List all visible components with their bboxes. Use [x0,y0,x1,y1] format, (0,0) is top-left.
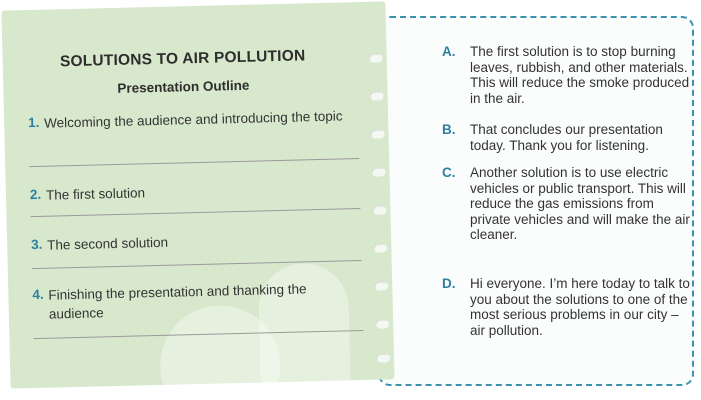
binder-hole [373,243,387,252]
answer-text: Another solution is to use electric vehicles or public transport. This will reduce the gas emissions from private vehicles and will make the air cleaner. [470,165,690,242]
answer-d [442,276,690,338]
outline-title: SOLUTIONS TO AIR POLLUTION [59,47,306,71]
outline-item-number: 2. [29,186,42,203]
binder-hole [376,353,390,362]
outline-subtitle: Presentation Outline [117,77,250,96]
outline-item-1 [28,106,360,133]
binder-hole [371,167,385,176]
outline-item-text: Welcoming the audience and introducing the topic [44,108,343,131]
outline-item-4 [32,278,365,324]
writing-line [29,158,359,167]
binder-hole [369,53,383,62]
outline-item-text: The first solution [45,185,146,203]
answer-letter: C. [442,165,456,180]
binder-hole [374,281,388,290]
writing-line [30,208,360,217]
binder-hole [375,319,389,328]
binder-hole [370,91,384,100]
answer-c [442,165,690,243]
outline-item-number: 3. [30,236,43,253]
answer-text: That concludes our presentation today. Thank you for listening. [470,122,663,153]
answer-letter: A. [442,44,456,59]
answer-letter: D. [442,276,456,291]
outline-item-3 [31,228,363,255]
answer-text: The first solution is to stop burning leaves, rubbish, and other materials. This will reduce the smoke produced in the air. [470,44,690,106]
outline-item-text: Finishing the presentation and thanking the audience [48,281,307,322]
outline-item-number: 1. [27,114,40,131]
outline-item-2 [30,178,362,205]
outline-page [1,1,394,388]
outline-item-text: The second solution [46,234,169,253]
outline-item-number: 4. [32,286,44,303]
binder-hole [372,205,386,214]
answer-text: Hi everyone. I’m here today to talk to you about the solutions to one of the most serious problems in our city – air pollution. [470,276,690,338]
binder-hole [370,129,384,138]
answer-letter: B. [442,122,456,137]
answer-a [442,44,690,106]
answer-b [442,122,690,153]
